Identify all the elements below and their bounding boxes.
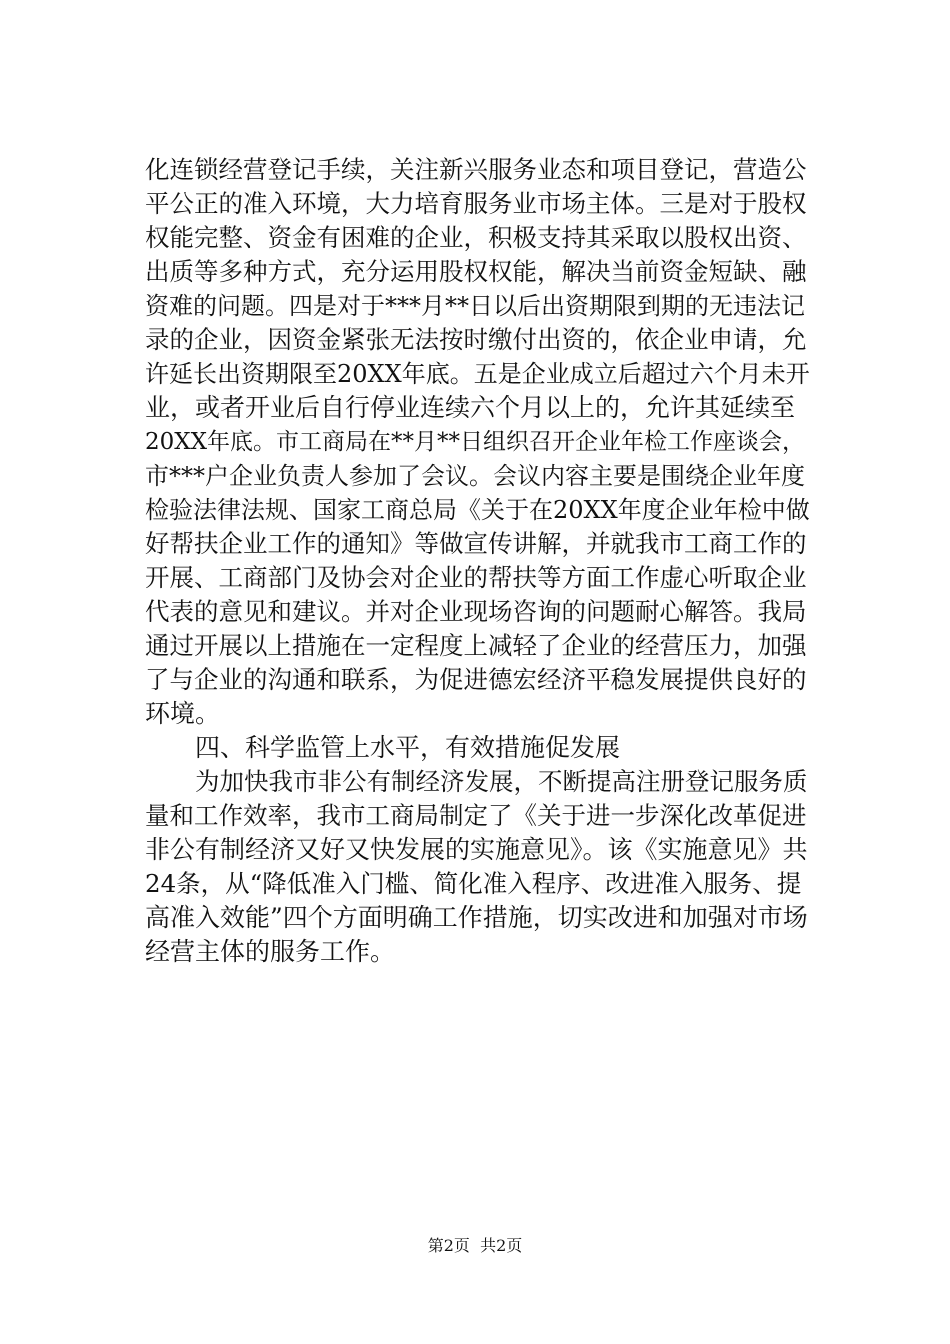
text-line: 录的企业，因资金紧张无法按时缴付出资的，依企业申请，允 — [145, 325, 807, 354]
text-line: 许延长出资期限至20XX年底。五是企业成立后超过六个月未开 — [145, 360, 810, 388]
text-line: 出质等多种方式，充分运用股权权能，解决当前资金短缺、融 — [145, 257, 807, 286]
text-line: 业，或者开业后自行停业连续六个月以上的，允许其延续至 — [145, 393, 796, 422]
text-line: 平公正的准入环境，大力培育服务业市场主体。三是对于股权 — [145, 189, 807, 218]
text-line: 资难的问题。四是对于***月**日以后出资期限到期的无违法记 — [145, 292, 805, 320]
text-line: 通过开展以上措施在一定程度上减轻了企业的经营压力，加强 — [145, 631, 807, 660]
text-line: 20XX年底。市工商局在**月**日组织召开企业年检工作座谈会， — [145, 429, 806, 455]
text-line: 好帮扶企业工作的通知》等做宣传讲解，并就我市工商工作的 — [145, 529, 807, 558]
document-body — [145, 153, 813, 969]
text-line: 量和工作效率，我市工商局制定了《关于进一步深化改革促进 — [145, 801, 807, 830]
text-line: 检验法律法规、国家工商总局《关于在20XX年度企业年检中做 — [145, 496, 810, 524]
text-line: 四、科学监管上水平，有效措施促发展 — [195, 733, 621, 762]
text-line: 24条，从“降低准入门槛、简化准入程序、改进准入服务、提 — [145, 869, 802, 898]
text-line: 开展、工商部门及协会对企业的帮扶等方面工作虚心听取企业 — [145, 563, 807, 592]
text-line: 非公有制经济又好又快发展的实施意见》。该《实施意见》共 — [145, 835, 808, 864]
text-line: 市***户企业负责人参加了会议。会议内容主要是围绕企业年度 — [145, 462, 805, 490]
text-line: 了与企业的沟通和联系，为促进德宏经济平稳发展提供良好的 — [145, 665, 807, 694]
text-line: 权能完整、资金有困难的企业，积极支持其采取以股权出资、 — [145, 223, 807, 252]
text-line: 经营主体的服务工作。 — [145, 937, 396, 966]
text-line: 环境。 — [145, 699, 221, 728]
page-footer: 第2页 共2页 — [427, 1236, 523, 1255]
text-line: 高准入效能”四个方面明确工作措施，切实改进和加强对市场 — [145, 903, 808, 932]
text-line: 代表的意见和建议。并对企业现场咨询的问题耐心解答。我局 — [145, 597, 807, 626]
text-line: 为加快我市非公有制经济发展，不断提高注册登记服务质 — [195, 767, 808, 796]
text-line: 化连锁经营登记手续，关注新兴服务业态和项目登记，营造公 — [145, 155, 807, 184]
